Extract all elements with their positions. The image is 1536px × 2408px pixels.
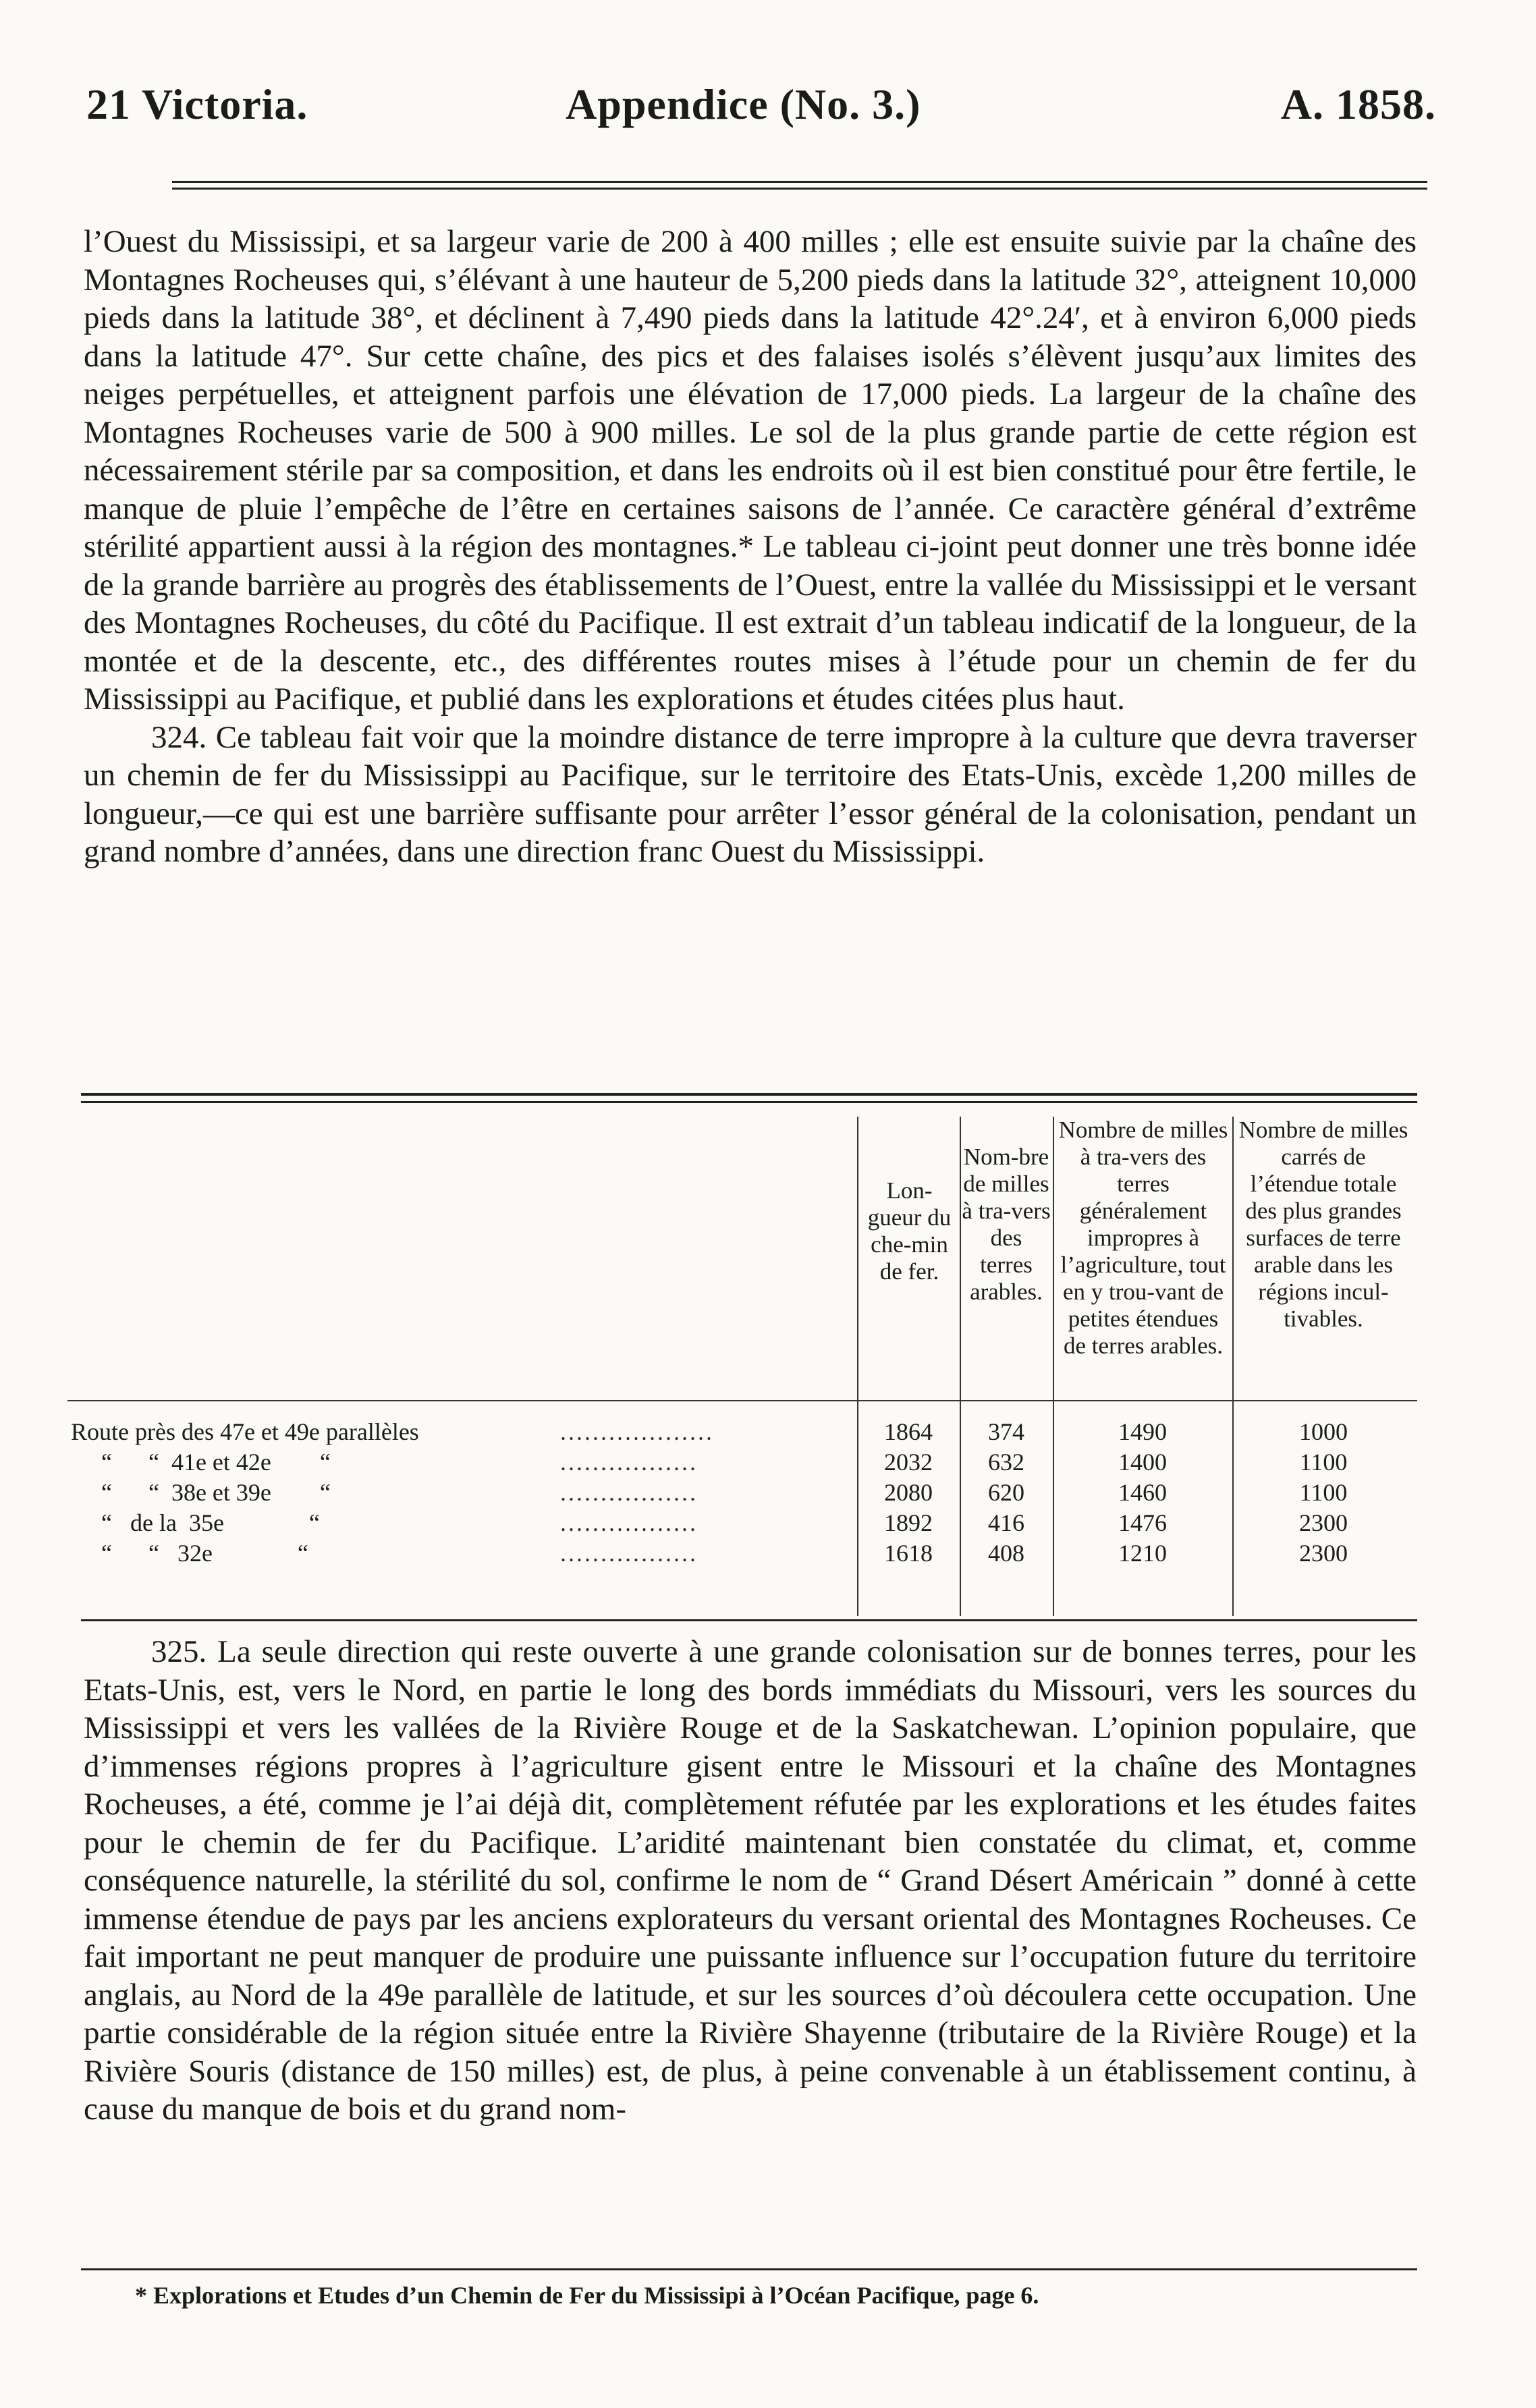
table-row — [67, 1508, 1417, 1538]
footnote-rule — [81, 2268, 1417, 2270]
header-length: Lon-gueur du che-min de fer. — [867, 1177, 952, 1285]
leader-dots: ................. — [560, 1509, 698, 1536]
value-unfit: 1400 — [1118, 1449, 1167, 1476]
header-year: A. 1858. — [1280, 80, 1436, 128]
value-arable: 374 — [988, 1418, 1024, 1445]
routes-table — [67, 1117, 1417, 1602]
body-text-bottom — [84, 1633, 1417, 2129]
value-length: 1618 — [884, 1540, 933, 1567]
header-square-miles: Nombre de milles carrés de l’étendue totale des plus grandes surfaces de terre arable dans les régions incul-tivables. — [1238, 1117, 1408, 1332]
value-length: 1864 — [884, 1418, 933, 1445]
route-label: “ “ 38e et 39e “ — [71, 1479, 331, 1506]
header-body-rule — [67, 1400, 1417, 1401]
value-arable: 408 — [988, 1540, 1024, 1567]
value-unfit: 1460 — [1118, 1479, 1167, 1506]
leader-dots: ................. — [560, 1479, 698, 1506]
header-rule-top — [172, 181, 1427, 183]
leader-dots: ................. — [560, 1449, 698, 1476]
header-session: 21 Victoria. — [86, 80, 308, 128]
value-area: 1100 — [1299, 1449, 1348, 1476]
header-title: Appendice (No. 3.) — [566, 80, 921, 128]
paragraph-325: 325. La seule direction qui reste ouverte à une grande colonisation sur de bonnes terres, pour les Etats-Unis, est, vers le Nord, en partie le long des bords immédiats du Missouri, vers les sources du Mississippi et vers les vallées de la Rivière Rouge et de la Saskatchewan. L’opinion populaire, que d’immenses régions propres à l’agriculture gisent entre le Missouri et la chaîne des Montagnes Rocheuses, a été, comme je l’ai déjà dit, complètement réfutée par les explorations et les études faites pour le chemin de fer du Pacifique. L’aridité maintenant bien constatée du climat, et, comme conséquence naturelle, la stérilité du sol, confirme le nom de “ Grand Désert Américain ” donné à cette immense étendue de pays par les anciens explorateurs du versant oriental des Montagnes Rocheuses. Ce fait important ne peut manquer de produire une puissante influence sur l’occupation future du territoire anglais, au Nord de la 49e parallèle de latitude, et sur les sources d’où découlera cette occupation. Une partie considérable de la région située entre la Rivière Shayenne (tributaire de la Rivière Rouge) et la Rivière Souris (distance de 150 milles) est, de plus, à peine convenable à un établissement continu, à cause du manque de bois et du grand nom- — [84, 1634, 1417, 2127]
table-row — [67, 1417, 1417, 1447]
paragraph-continued: l’Ouest du Mississipi, et sa largeur varie de 200 à 400 milles ; elle est ensuite suivie par la chaîne des Montagnes Rocheuses qui, s’élévant à une hauteur de 5,200 pieds dans la latitude 32°, atteignent 10,000 pieds dans la latitude 38°, et déclinent à 7,490 pieds dans la latitude 42°.24′, et à environ 6,000 pieds dans la latitude 47°. Sur cette chaîne, des pics et des falaises isolés s’élèvent jusqu’aux limites des neiges perpétuelles, et atteignent parfois une élévation de 17,000 pieds. La largeur de la chaîne des Montagnes Rocheuses varie de 500 à 900 milles. Le sol de la plus grande partie de cette région est nécessairement stérile par sa composition, et dans les endroits où il est bien constitué pour être fertile, le manque de pluie l’empêche de l’être en certaines saisons de l’année. Ce caractère général d’extrême stérilité appartient aussi à la région des montagnes.* Le tableau ci-joint peut donner une très bonne idée de la grande barrière au progrès des établissements de l’Ouest, entre la vallée du Mississippi et le versant des Montagnes Rocheuses, du côté du Pacifique. Il est extrait d’un tableau indicatif de la longueur, de la montée et de la descente, etc., des différentes routes mises à l’étude pour un chemin de fer du Mississippi au Pacifique, et publié dans les explorations et études citées plus haut. — [84, 224, 1417, 717]
body-text-top — [84, 223, 1417, 871]
table-row — [67, 1538, 1417, 1569]
paragraph-324: 324. Ce tableau fait voir que la moindre distance de terre impropre à la culture que devra traverser un chemin de fer du Mississippi au Pacifique, sur le territoire des Etats-Unis, excède 1,200 milles de longueur,—ce qui est une barrière suffisante pour arrêter l’essor général de la colonisation, pendant un grand nombre d’années, dans une direction franc Ouest du Mississippi. — [84, 719, 1417, 869]
table-rule-bottom — [81, 1619, 1417, 1621]
leader-dots: ................. — [560, 1540, 698, 1567]
value-length: 2080 — [884, 1479, 933, 1506]
value-unfit: 1210 — [1118, 1540, 1167, 1567]
header-rule-bottom — [172, 188, 1427, 190]
value-arable: 632 — [988, 1449, 1024, 1476]
header-arable-miles: Nom-bre de milles à tra-vers des terres arables. — [962, 1144, 1051, 1305]
header-unfit-miles: Nombre de milles à tra-vers des terres généralement impropres à l’agriculture, tout en y trou-vant de petites étendues de terres arables. — [1058, 1117, 1228, 1359]
value-unfit: 1476 — [1118, 1509, 1167, 1536]
table-row — [67, 1447, 1417, 1478]
route-label: Route près des 47e et 49e parallèles — [71, 1418, 419, 1445]
table-rule-top — [81, 1093, 1417, 1096]
running-header — [86, 80, 1436, 140]
route-label: “ “ 32e “ — [71, 1540, 308, 1567]
leader-dots: ................... — [560, 1418, 714, 1445]
value-arable: 620 — [988, 1479, 1024, 1506]
value-area: 2300 — [1299, 1540, 1348, 1567]
value-unfit: 1490 — [1118, 1418, 1167, 1445]
table-rule-top-2 — [81, 1101, 1417, 1103]
value-area: 2300 — [1299, 1509, 1348, 1536]
value-area: 1100 — [1299, 1479, 1348, 1506]
route-label: “ de la 35e “ — [71, 1509, 320, 1536]
footnote: * Explorations et Etudes d’un Chemin de Fer du Mississipi à l’Océan Pacifique, page 6. — [135, 2282, 1039, 2309]
value-arable: 416 — [988, 1509, 1024, 1536]
route-label: “ “ 41e et 42e “ — [71, 1449, 331, 1476]
value-area: 1000 — [1299, 1418, 1348, 1445]
value-length: 1892 — [884, 1509, 933, 1536]
value-length: 2032 — [884, 1449, 933, 1476]
table-row — [67, 1478, 1417, 1508]
